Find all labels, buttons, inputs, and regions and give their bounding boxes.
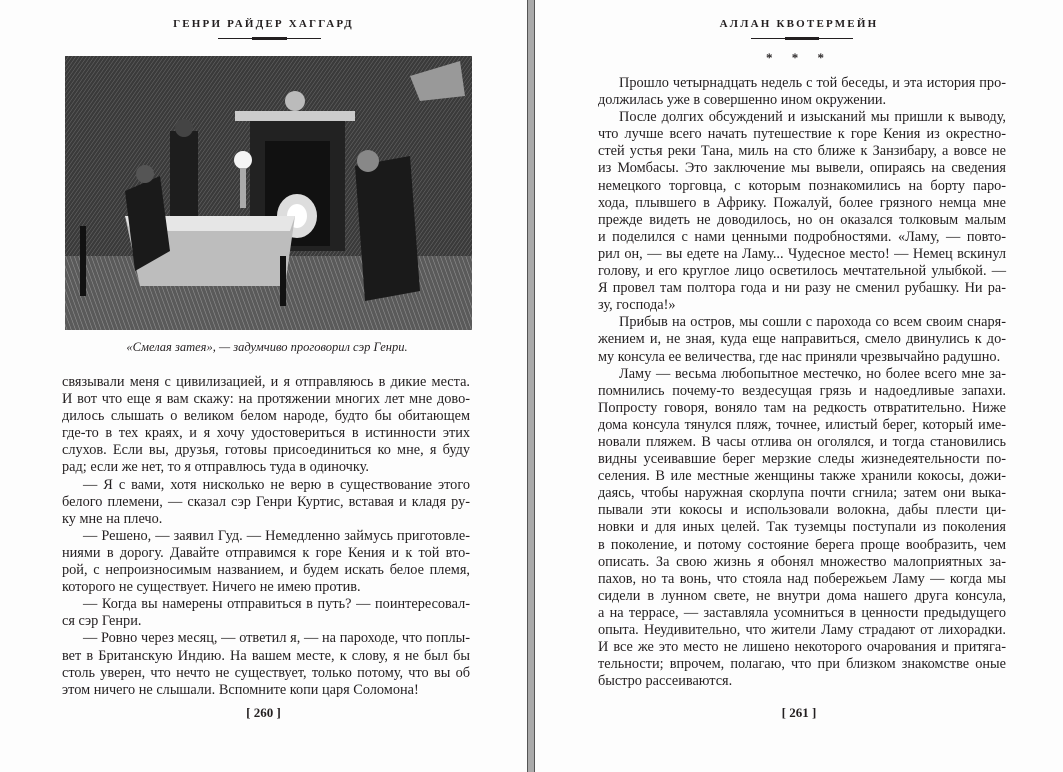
text-line: где-то в тех краях, и я хочу удостовериться в истинности этих: [62, 425, 470, 442]
text-line: что лучше всего начать путешествие к горе Кения из окрестно-: [598, 126, 1006, 143]
text-line: и поделился с нами ценными подробностями. «Ламу, — повто-: [598, 228, 1006, 245]
text-line: Прибыв на остров, мы сошли с парохода со всем своим снаря-: [619, 314, 1006, 331]
left-body-text: [62, 374, 470, 699]
text-line: стей устья реки Тана, миль на сто ближе к Занзибару, а вовсе не: [598, 143, 1006, 160]
text-line: селения. В иле местные женщины также хранили кокосы, дожи-: [598, 468, 1006, 485]
text-line: зу, господа!»: [598, 297, 676, 314]
running-head-title: АЛЛАН КВОТЕРМЕЙН: [719, 18, 879, 30]
text-line: которого не существует. Ничего не имею против.: [62, 579, 361, 596]
text-line: После долгих обсуждений и изысканий мы пришли к выводу,: [619, 109, 1006, 126]
text-line: быстро рассеиваются.: [598, 673, 733, 690]
book-gutter: [527, 0, 535, 772]
text-line: И вот что еще я вам скажу: на протяжении многих лет мне дово-: [62, 391, 470, 408]
text-line: в поколение, и потому состояние берега проще вообразить, чем: [598, 536, 1006, 553]
right-page: [535, 0, 1063, 772]
text-line: столь уверен, что нечто не существует, только потому, что вы об: [62, 664, 470, 681]
text-line: ся сэр Генри.: [62, 613, 142, 630]
text-line: Попросту говоря, воняло там на редкость отвратительно. Ниже: [598, 399, 1006, 416]
engraving-illustration: [65, 56, 472, 330]
text-line: тельности; впрочем, полагаю, что при близком знакомстве оные: [598, 656, 1006, 673]
text-line: дома консула тянулся пляж, точнее, илистый берег, который име-: [598, 416, 1006, 433]
text-line: сидели в лунном свете, не внутри дома нашего друга консула,: [598, 587, 1006, 604]
text-line: опыта. Неудивительно, что жители Ламу страдают от лихорадки.: [598, 622, 1006, 638]
text-line: — Я с вами, хотя нисколько не верю в существование этого: [83, 476, 470, 493]
text-line: а на террасе, — заставляла усомниться в ценности предыдущего: [598, 604, 1006, 621]
text-line: пахов, но та вонь, что стояла над побережьем Ламу — когда мы: [598, 570, 1006, 587]
text-line: новки и для иных целей. Так туземцы поступали из поколения: [598, 519, 1006, 536]
text-line: рой, с непроизносимым названием, и будем искать белое племя,: [62, 562, 470, 579]
text-line: даясь, чтобы наружная скорлупа почти сгнила; затем они выка-: [598, 485, 1006, 502]
text-line: жением и, не зная, куда еще направиться, смело двинулись к до-: [598, 331, 1006, 348]
text-line: И все же это место не лишено некоторого очарования и притяга-: [598, 639, 1006, 656]
text-line: пывали эти кокосы и использовали волокна, дабы плести ци-: [598, 502, 1006, 519]
text-line: ку мне на плечо.: [62, 510, 163, 527]
text-line: рад; если же нет, то я отправлюсь туда в одиночку.: [62, 459, 369, 476]
text-line: этом ничего не слышали. Вспомните копи царя Соломона!: [62, 681, 419, 698]
text-line: хода, плывшего в Африку. Пожалуй, более грязного немца мне: [598, 194, 1006, 211]
text-line: Прошло четырнадцать недель с той беседы, и эта история про-: [619, 75, 1006, 91]
text-line: — Когда вы намерены отправиться в путь? — поинтересовал-: [83, 596, 470, 613]
left-page: [0, 0, 527, 772]
text-line: вет в Британскую Индию. На вашем месте, к слову, я не был бы: [62, 647, 470, 664]
text-line: рил он, — вы едете на Ламу... Чудесное место! — Немец вскинул: [598, 245, 1006, 262]
text-line: Я провел там полтора года и ни разу не сменил рубашку. Ни ра-: [598, 280, 1006, 297]
section-break: * * *: [766, 50, 832, 65]
text-line: должилась уже в совершенно ином окружении.: [598, 92, 887, 109]
illustration-caption: «Смелая затея», — задумчиво проговорил сэр Генри.: [126, 340, 408, 354]
text-line: — Ровно через месяц, — ответил я, — на пароходе, что поплы-: [83, 630, 470, 647]
text-line: из Момбасы. Это заключение мы вывели, опираясь на сведения: [598, 160, 1006, 177]
page-number-left: [ 260 ]: [246, 705, 281, 720]
text-line: Ламу — весьма любопытное местечко, но более всего мне за-: [619, 365, 1006, 382]
text-line: немецкого торговца, с которым познакомились на борту паро-: [598, 177, 1006, 194]
text-line: — Решено, — заявил Гуд. — Немедленно займусь приготовле-: [83, 527, 470, 544]
text-line: слухов. Если вы, друзья, готовы присоединиться ко мне, я буду: [62, 442, 470, 459]
text-line: дилось слышать о великом белом народе, будто бы обитающем: [62, 408, 470, 425]
text-line: му консула ее величества, где нас приняли чрезвычайно радушно.: [598, 348, 1001, 365]
right-body-text: [598, 75, 1006, 690]
text-line: описать. За свою жизнь я обонял множество малоприятных за-: [598, 553, 1006, 570]
running-head-author: ГЕНРИ РАЙДЕР ХАГГАРД: [173, 18, 354, 30]
text-line: новали пляжем. В часы отлива он оголялся, и тогда становились: [598, 433, 1006, 450]
header-rule: [218, 38, 321, 39]
text-line: прежде видеть не доводилось, но он оказался толковым малым: [598, 211, 1006, 228]
text-line: голову, и его круглое лицо осветилось мечтательной улыбкой. —: [598, 263, 1006, 280]
text-line: связывали меня с цивилизацией, и я отправляюсь в дикие места.: [62, 374, 470, 390]
page-number-right: [ 261 ]: [781, 705, 817, 720]
header-rule: [751, 38, 853, 39]
text-line: белого племени, — сказал сэр Генри Куртис, вставая и кладя ру-: [62, 493, 470, 510]
text-line: видны усеивавшие берег мерзкие следы жизнедеятельности по-: [598, 451, 1006, 468]
text-line: помнились почему-то вездесущая грязь и надоедливые запахи.: [598, 382, 1006, 399]
text-line: ниями в дорогу. Давайте отправимся к горе Кения и к той вто-: [62, 544, 470, 561]
